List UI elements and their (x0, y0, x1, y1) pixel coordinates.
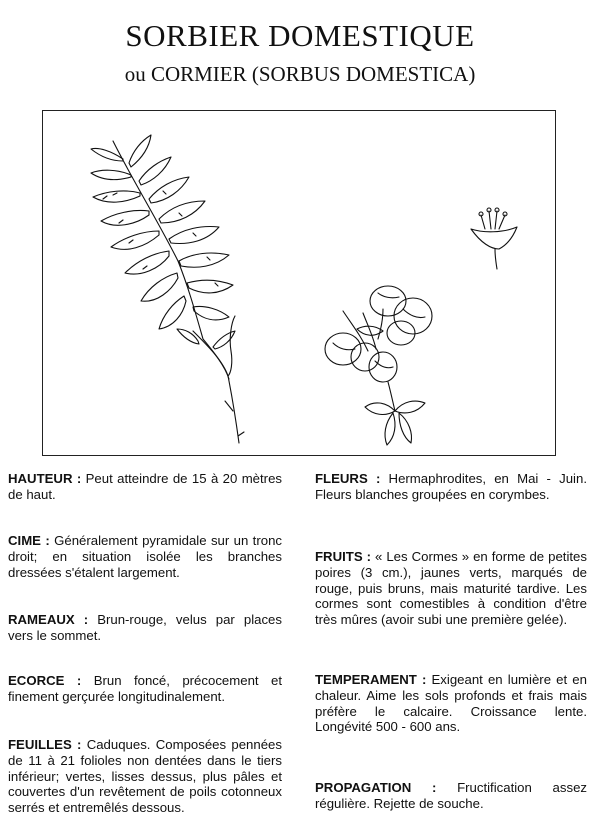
entry-fleurs (315, 471, 587, 503)
entry-text: Généralement pyramidale sur un tronc droit; en situation isolée les branches dressées s'étalent largement. (8, 533, 282, 580)
entry-label: TEMPERAMENT : (315, 672, 427, 687)
illustration-frame (42, 110, 556, 456)
entry-ecorce (8, 673, 282, 705)
entry-label: CIME : (8, 533, 50, 548)
entry-temperament (315, 672, 587, 735)
entry-text: Exigeant en lumière et en chaleur. Aime les sols profonds et frais mais préfère le calcaire. Croissance lente. Longévité 500 - 600 ans. (315, 672, 587, 735)
flower-icon (471, 208, 517, 269)
entry-text: Fructification assez régulière. Rejette de souche. (315, 780, 588, 811)
entry-text: Brun foncé, précocement et finement gerçurée longitudinalement. (8, 673, 282, 704)
entry-text: Caduques. Composées pennées de 11 à 21 folioles non dentées dans le tiers inférieur; vertes, lisses dessus, plus pâles et couvertes d'un revêtement de poils cotonneux serrés et entremêlés dessous. (8, 737, 282, 816)
entry-label: FRUITS : (315, 549, 372, 564)
entry-cime (8, 533, 282, 580)
entry-label: PROPAGATION : (315, 780, 437, 795)
entry-text: Hermaphrodites, en Mai - Juin. Fleurs blanches groupées en corymbes. (315, 471, 587, 502)
entry-propagation (315, 780, 587, 812)
entry-text: Peut atteindre de 15 à 20 mètres de haut. (8, 471, 283, 502)
entry-label: ECORCE : (8, 673, 82, 688)
entry-rameaux (8, 612, 282, 644)
page-title: SORBIER DOMESTIQUE (125, 18, 475, 53)
entry-text: Brun-rouge, velus par places vers le sommet. (8, 612, 282, 643)
entry-label: RAMEAUX : (8, 612, 89, 627)
compound-leaf-branch-icon (91, 135, 244, 443)
entry-label: FLEURS : (315, 471, 381, 486)
page-subtitle: ou CORMIER (SORBUS DOMESTICA) (124, 62, 476, 86)
entry-text: « Les Cormes » en forme de petites poires (3 cm.), jaunes verts, marqués de rouge, puis bruns, mais maturité tardive. Les cormes sont comestibles à condition d'être très mûres (avoir subi une première gelée). (315, 549, 587, 628)
entry-feuilles (8, 737, 282, 816)
entry-label: FEUILLES : (8, 737, 82, 752)
entry-fruits (315, 549, 587, 628)
entry-label: HAUTEUR : (8, 471, 82, 486)
fruit-cluster-icon (325, 286, 432, 445)
entry-hauteur (8, 471, 282, 503)
